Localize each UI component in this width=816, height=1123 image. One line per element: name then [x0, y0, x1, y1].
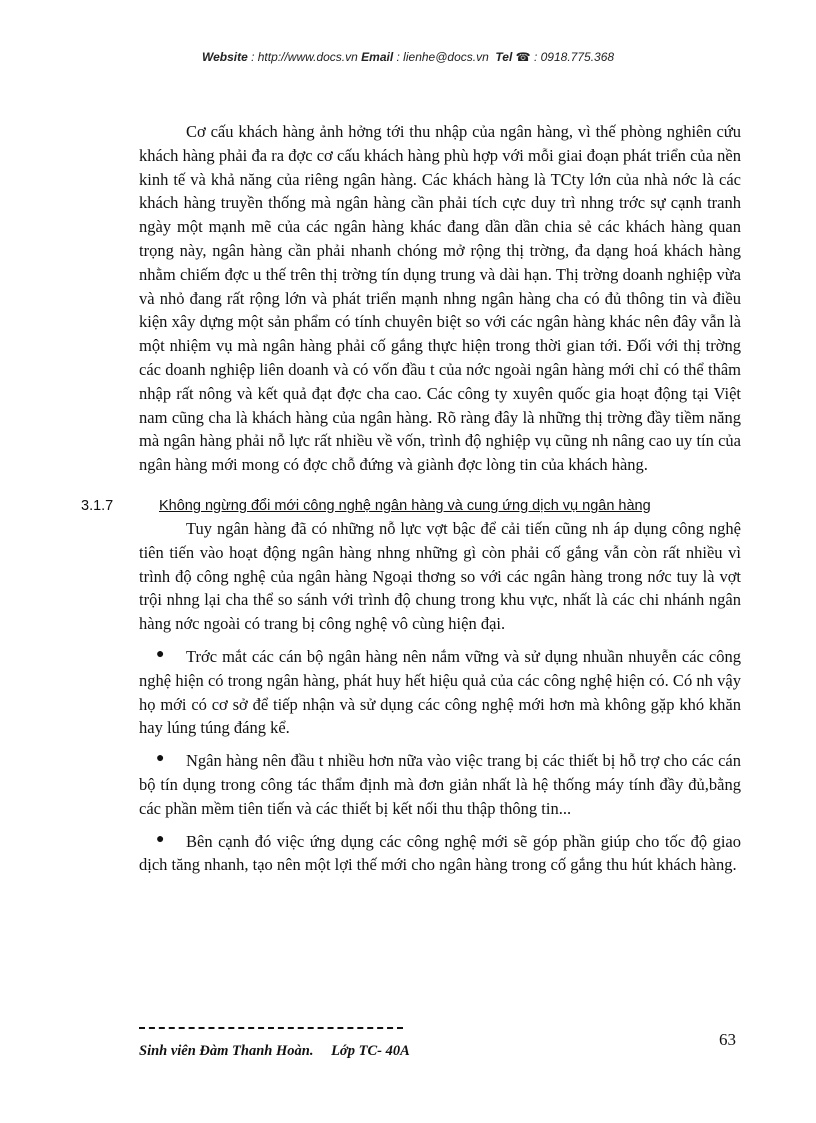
bullet-item — [139, 830, 741, 878]
website-value: : http://www.docs.vn — [251, 50, 358, 64]
section-heading — [81, 493, 741, 517]
paragraph: Cơ cấu khách hàng ảnh hởng tới thu nhập của ngân hàng, vì thế phòng nghiên cứu khách hàng phải đa ra đợc cơ cấu khách hàng phù hợp với mỗi giai đoạn phát triển của nền kinh tế và khả năng của riêng ngân hàng. Các khách hàng là TCty lớn của nhà nớc là các khách hàng truyền thống mà ngân hàng cần phải tích cực duy trì nhng trớc sự cạnh tranh ngày một mạnh mẽ của các ngân hàng khác đang dần dần chia sẻ các khách hàng quan trọng này, ngân hàng cần phải nhanh chóng mở rộng thị trờng, đa dạng hoá khách hàng nhằm chiếm đợc u thế trên thị trờng tín dụng trung và dài hạn. Thị trờng doanh nghiệp vừa và nhỏ đang rất rộng lớn và phát triển mạnh nhng ngân hàng cha có đủ thông tin và điều kiện xây dựng một sản phẩm có tính chuyên biệt so với các ngân hàng khác nên đây vẫn là một nhiệm vụ mà ngân hàng phải cố gắng thực hiện trong thời gian tới. Đối với thị trờng các doanh nghiệp liên doanh và có vốn đầu t của nớc ngoài ngân hàng mới chỉ có thể thâm nhập rất nông và kết quả đạt đợc cha cao. Các công ty xuyên quốc gia hoạt động tại Việt nam cũng cha là khách hàng của ngân hàng. Rõ ràng đây là những thị trờng đầy tiềm năng mà ngân hàng phải nỗ lực rất nhiều về vốn, trình độ nghiệp vụ cũng nh nâng cao uy tín của ngân hàng mới mong có đợc chỗ đứng và giành đợc lòng tin của khách hàng. — [139, 122, 741, 475]
footer-class: Lớp TC- 40A — [331, 1043, 410, 1059]
phone-icon: ☎ — [515, 50, 531, 64]
section-number: 3.1.7 — [81, 497, 114, 514]
main-content — [81, 120, 741, 877]
bullet-icon: ● — [156, 751, 165, 767]
tel-value: : 0918.775.368 — [533, 50, 615, 64]
page-header — [0, 50, 816, 64]
bullet-text: Trớc mắt các cán bộ ngân hàng nên nắm vững và sử dụng nhuần nhuyễn các công nghệ hiện có trong ngân hàng, phát huy hết hiệu quả của các công nghệ hiện có. Có nh vậy họ mới có cơ sở để tiếp nhận và sử dụng các công nghệ mới hơn mà không gặp khó khăn hay lúng túng đáng kể. — [139, 646, 741, 738]
tel-label: Tel — [495, 50, 513, 64]
section-title: Không ngừng đổi mới công nghệ ngân hàng và cung ứng dịch vụ ngân hàng — [159, 497, 651, 514]
page-footer — [139, 1043, 410, 1060]
page-number: 63 — [719, 1030, 736, 1049]
website-label: Website — [201, 50, 248, 64]
bullet-item — [139, 749, 741, 820]
footer-student: Sinh viên Đàm Thanh Hoàn. — [139, 1043, 314, 1059]
bullet-text: Ngân hàng nên đầu t nhiều hơn nữa vào việc trang bị các thiết bị hỗ trợ cho các cán bộ tín dụng trong công tác thẩm định mà đơn giản nhất là hệ thống máy tính đầy đủ,bằng các phần mềm tiên tiến và các thiết bị kết nối thu thập thông tin... — [139, 751, 741, 818]
bullet-text: Bên cạnh đó việc ứng dụng các công nghệ mới sẽ góp phần giúp cho tốc độ giao dịch tăng nhanh, tạo nên một lợi thế mới cho ngân hàng trong cố gắng thu hút khách hàng. — [139, 831, 741, 875]
section-intro: Tuy ngân hàng đã có những nỗ lực vợt bậc để cải tiến cũng nh áp dụng công nghệ tiên tiến vào hoạt động ngân hàng nhng những gì còn phải cố gắng vẫn còn rất nhiều vì trình độ công nghệ của ngân hàng Ngoại thơng so với các ngân hàng trong nớc tuy là vợt trội nhng lại cha thể so sánh với trình độ chung trong khu vực, nhất là các chi nhánh ngân hàng nớc ngoài có trang bị công nghệ vô cùng hiện đại. — [139, 518, 741, 634]
bullet-icon: ● — [156, 646, 165, 662]
footer-divider — [139, 1027, 403, 1029]
email-label: Email — [361, 50, 394, 64]
email-value: : lienhe@docs.vn — [396, 50, 489, 64]
bullet-icon: ● — [156, 831, 165, 847]
bullet-item — [139, 645, 741, 740]
